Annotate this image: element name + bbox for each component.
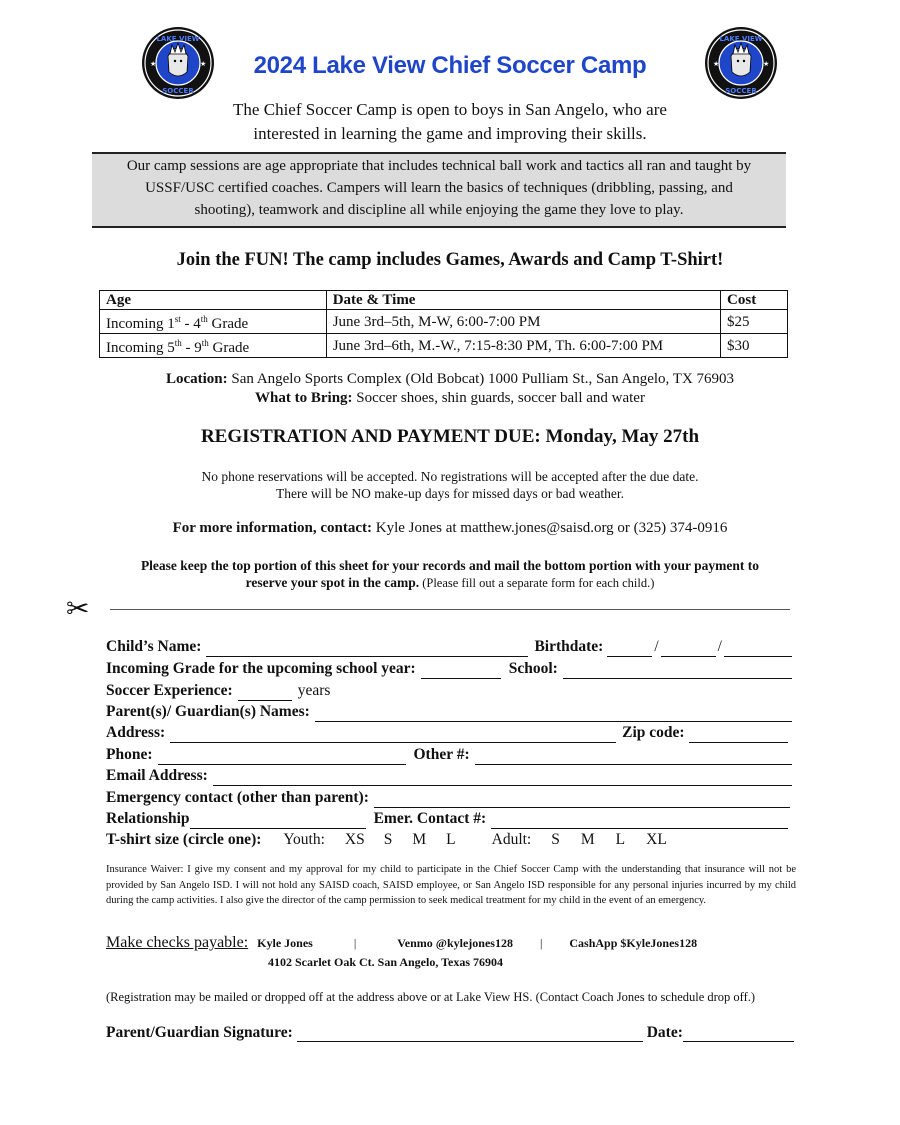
signature-date-field[interactable] [683, 1026, 794, 1042]
age-cell: Incoming 5th - 9th Grade [100, 334, 327, 358]
size-option[interactable]: L [615, 831, 626, 848]
cost-cell: $25 [721, 310, 788, 334]
logo-bottom-text: SOCCER [162, 87, 194, 95]
size-option[interactable]: M [412, 831, 427, 848]
svg-text:★: ★ [150, 60, 157, 68]
address-field[interactable] [170, 727, 616, 743]
svg-text:★: ★ [713, 60, 720, 68]
scissors-icon: ✂ [66, 592, 90, 625]
experience-row: Soccer Experience: years [106, 682, 331, 699]
birth-day-field[interactable] [661, 641, 716, 657]
table-header-row [100, 291, 788, 310]
size-option[interactable]: XL [646, 831, 667, 848]
notice-text: No phone reservations will be accepted. No registrations will be accepted after the due date. There will be NO make-up days for missed days or bad weather. [201, 469, 699, 501]
date-header: Date & Time [326, 291, 720, 310]
relationship-field[interactable] [190, 813, 366, 829]
table-row [100, 334, 788, 358]
mail-note: (Registration may be mailed or dropped off at the address above or at Lake View HS. (Contact Coach Jones to schedule drop off.) [106, 990, 756, 1004]
phone-row: Phone: Other #: [106, 745, 794, 765]
schedule-table [99, 290, 788, 358]
tshirt-size-row: T-shirt size (circle one): Youth: XS S M L Adult: S M L XL [106, 831, 667, 848]
logo-top-text: LAKE VIEW [156, 35, 200, 43]
table-row [100, 310, 788, 334]
zip-field[interactable] [689, 727, 788, 743]
logo-bottom-text: SOCCER [725, 87, 757, 95]
school-field[interactable] [563, 663, 792, 679]
child-name-row: Child’s Name: Birthdate: / / [106, 637, 794, 657]
other-phone-field[interactable] [475, 749, 792, 765]
keep-instructions: Please keep the top portion of this sheet for your records and mail the bottom portion with your payment to reserve your spot in the camp. (Please fill out a separate form for each child.) [140, 558, 760, 590]
logo-top-text: LAKE VIEW [719, 35, 763, 43]
relationship-row: Relationship Emer. Contact #: [106, 809, 794, 829]
size-option[interactable]: S [551, 831, 560, 848]
child-name-field[interactable] [206, 641, 528, 657]
emergency-row: Emergency contact (other than parent): [106, 788, 794, 808]
parents-row: Parent(s)/ Guardian(s) Names: [106, 702, 794, 722]
join-heading: Join the FUN! The camp includes Games, Awards and Camp T-Shirt! [176, 250, 724, 270]
address-row: Address: Zip code: [106, 723, 794, 743]
birth-month-field[interactable] [607, 641, 652, 657]
cut-line [110, 609, 790, 610]
size-option[interactable]: L [446, 831, 456, 848]
signature-row: Parent/Guardian Signature: Date: [106, 1022, 794, 1042]
emer-contact-number-field[interactable] [491, 813, 788, 829]
intro-text: The Chief Soccer Camp is open to boys in San Angelo, who are interested in learning the game and improving their skills. [233, 100, 667, 143]
email-row: Email Address: [106, 766, 794, 786]
size-option[interactable]: XS [344, 831, 365, 848]
cost-header: Cost [721, 291, 788, 310]
due-date-heading: REGISTRATION AND PAYMENT DUE: Monday, May 27th [200, 426, 700, 447]
location-info: Location: San Angelo Sports Complex (Old Bobcat) 1000 Pulliam St., San Angelo, TX 76903 What to Bring: Soccer shoes, shin guards, soccer ball and water [165, 371, 735, 406]
phone-field[interactable] [158, 749, 406, 765]
experience-field[interactable] [238, 685, 292, 701]
birth-year-field[interactable] [724, 641, 792, 657]
signature-field[interactable] [297, 1026, 643, 1042]
grade-field[interactable] [421, 663, 501, 679]
page-title: 2024 Lake View Chief Soccer Camp [253, 52, 647, 79]
emergency-contact-field[interactable] [374, 792, 790, 808]
age-header: Age [100, 291, 327, 310]
size-option[interactable]: M [580, 831, 595, 848]
grade-row: Incoming Grade for the upcoming school year: School: [106, 659, 794, 679]
payment-info: Make checks payable: Kyle Jones | Venmo @kylejones128 | CashApp $KyleJones128 4102 Scarlet Oak Ct. San Angelo, Texas 76904 [106, 934, 698, 969]
parents-field[interactable] [315, 706, 792, 722]
date-cell: June 3rd–5th, M-W, 6:00-7:00 PM [326, 310, 720, 334]
age-cell: Incoming 1st - 4th Grade [100, 310, 327, 334]
size-option[interactable]: S [383, 831, 393, 848]
contact-info: For more information, contact: Kyle Jones at matthew.jones@saisd.org or (325) 374-0916 [172, 520, 728, 536]
svg-text:★: ★ [200, 60, 207, 68]
date-cell: June 3rd–6th, M.-W., 7:15-8:30 PM, Th. 6:00-7:00 PM [326, 334, 720, 358]
insurance-waiver: Insurance Waiver: I give my consent and my approval for my child to participate in the Chief Soccer Camp with the understanding that insurance will not be provided by San Angelo ISD. I will not hold any SAISD coach, SAISD employee, or San Angelo ISD responsible for any personal injuries incurred by my child during the camp activities. I also give the director of the camp permission to seek medical treatment for my child in the event of an emergency. [106, 864, 796, 906]
cost-cell: $30 [721, 334, 788, 358]
description-box: Our camp sessions are age appropriate that includes technical ball work and tactics all ran and taught by USSF/USC certified coaches. Campers will learn the basics of techniques (dribbling, passing, and shooting), teamwork and discipline all while enjoying the game they love to play. [92, 152, 786, 228]
email-field[interactable] [213, 770, 792, 786]
svg-text:★: ★ [763, 60, 770, 68]
